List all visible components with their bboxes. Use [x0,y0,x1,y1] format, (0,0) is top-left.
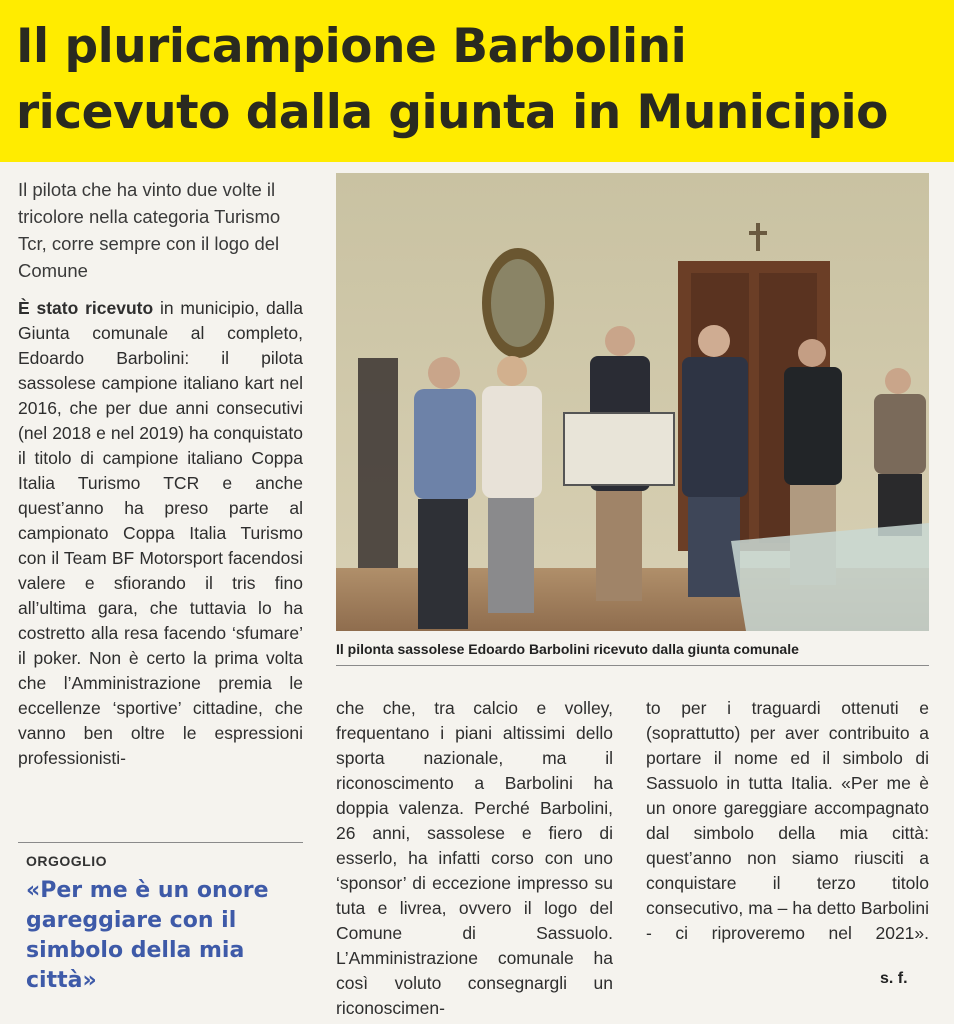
article-column-right [646,696,929,966]
headline-title [16,14,938,146]
photo-illustration [336,173,929,631]
article-left-text: in municipio, dalla Giunta comunale al completo, Edoardo Barbolini: il pilota sassolese campione italiano kart nel 2016, che per due anni consecutivi (nel 2018 e nel 2019) ha conquistato il titolo di campione italiano Coppa Italia Turismo TCR e anche quest’anno ha preso parte al campionato Coppa Italia Turismo con il Team BF Motorsport facendosi valere e sfiorando il tris fino all’ultima gara, che tuttavia lo ha costretto alla resa facendo ‘sfumare’ il poker. Non è certo la prima volta che l’Amministrazione premia le eccellenze ‘sportive’ cittadine, che vanno ben oltre le espressioni professionisti- [18,298,303,768]
photo-caption: Il pilonta sassolese Edoardo Barbolini ricevuto dalla giunta comunale [336,641,799,657]
article-column-middle [336,696,613,1018]
pull-quote: «Per me è un onore gareggiare con il simbolo della mia città» [26,878,269,993]
headline-line-1: Il pluricampione Barbolini [16,19,687,74]
article-right-text: to per i traguardi ottenuti e (soprattutto) per aver contribuito a portare il nome ed il simbolo di Sassuolo in tutta Italia. «Per me è un onore gareggiare accompagnato dal simbolo della mia città: quest’anno non siamo riusciti a conquistare il terzo titolo consecutivo, ma – ha detto Barbolini - ci riproveremo nel 2021». [646,698,929,943]
author-signature: s. f. [880,970,908,987]
article-middle-text: che che, tra calcio e volley, frequentano i piani altissimi dello sporta nazionale, ma il riconoscimento a Barbolini ha doppia valenza. Perché Barbolini, 26 anni, sassolese e fiero di esserlo, ha infatti corso con uno ‘sponsor’ di eccezione impresso su tuta e livrea, ovvero il logo del Comune di Sassuolo. L’Amministrazione comunale ha così voluto consegnargli un riconoscimen- [336,698,613,1018]
section-label: ORGOGLIO [26,853,107,869]
sidebar-divider [18,842,303,843]
subheadline: Il pilota che ha vinto due volte il tricolore nella categoria Turismo Tcr, corre sempre con il logo del Comune [18,179,281,281]
headline-banner [0,0,954,162]
article-photo [336,173,929,631]
article-lead: È stato ricevuto [18,298,154,318]
headline-line-2: ricevuto dalla giunta in Municipio [16,85,888,140]
article-column-left [18,296,303,818]
caption-divider [336,665,929,666]
